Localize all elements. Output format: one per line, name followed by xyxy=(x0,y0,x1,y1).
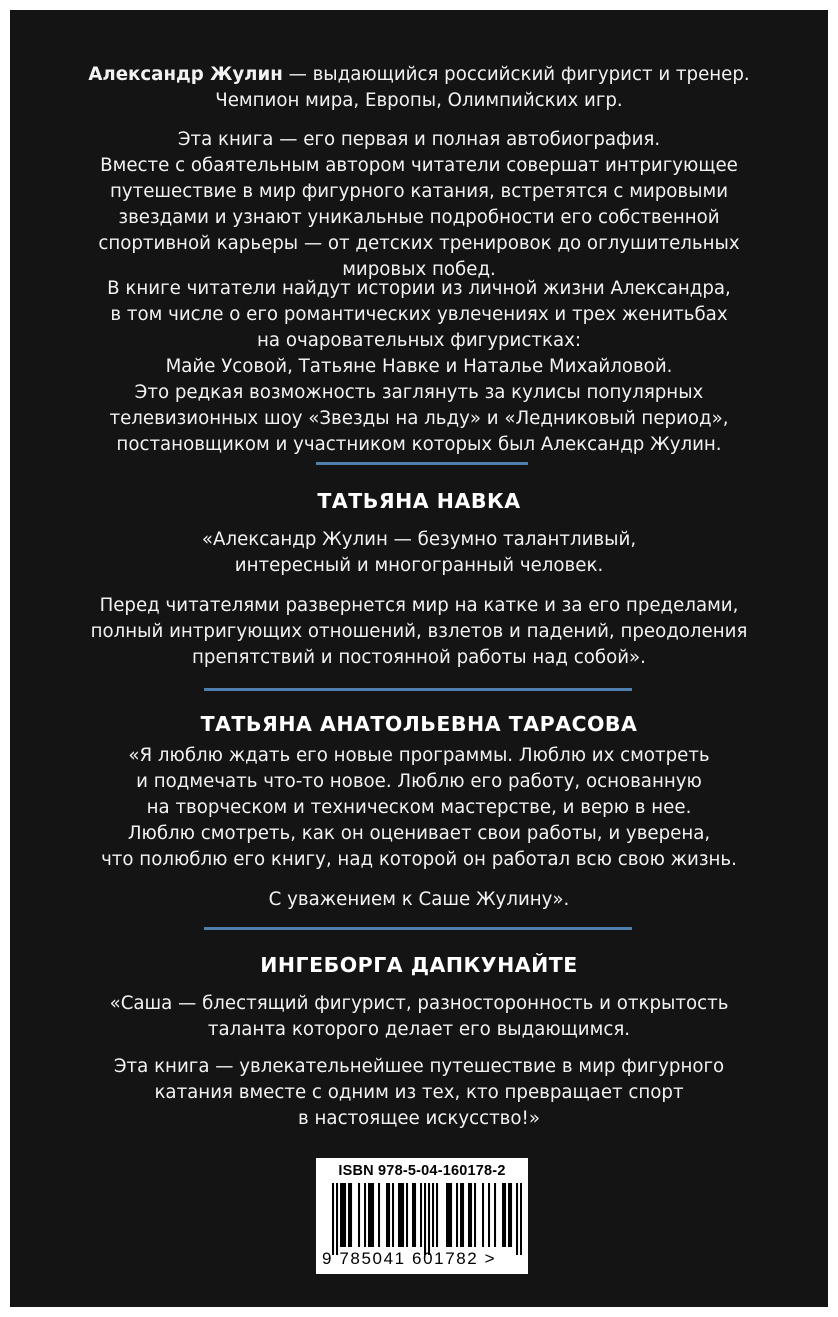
book-details xyxy=(10,276,828,458)
review-line: таланта которого делает его выдающимся. xyxy=(207,1019,631,1040)
details-line: В книге читатели найдут истории из личной жизни Александра, xyxy=(107,278,731,299)
description-line: Эта книга — его первая и полная автобиография. xyxy=(177,129,661,150)
reviewer-name: ТАТЬЯНА АНАТОЛЬЕВНА ТАРАСОВА xyxy=(200,712,638,736)
barcode-bar xyxy=(494,1183,496,1247)
review-line: и подмечать что-то новое. Люблю его работу, основанную xyxy=(136,771,702,792)
barcode-bar xyxy=(468,1183,470,1247)
section-divider xyxy=(204,688,632,691)
review-quote xyxy=(10,527,828,579)
barcode-bar xyxy=(336,1183,338,1255)
details-line: Это редкая возможность заглянуть за кулисы популярных xyxy=(134,382,704,403)
barcode-bar xyxy=(386,1183,388,1247)
section-divider xyxy=(204,927,632,930)
author-intro-line-1 xyxy=(10,62,828,88)
details-line: на очаровательных фигуристках: xyxy=(257,330,581,351)
barcode-bar xyxy=(428,1183,430,1255)
review-line: Эта книга — увлекательнейшее путешествие в мир фигурного xyxy=(113,1056,725,1077)
barcode-bar xyxy=(344,1183,346,1247)
author-intro-line-2: Чемпион мира, Европы, Олимпийских игр. xyxy=(215,90,623,111)
review-line: Люблю смотреть, как он оценивает свои работы, и уверена, xyxy=(127,823,711,844)
description-line: звездами и узнают уникальные подробности его собственной xyxy=(118,207,720,228)
review-quote xyxy=(10,593,828,671)
barcode-bar xyxy=(372,1183,374,1247)
barcode-bar xyxy=(378,1183,380,1247)
barcode-bar xyxy=(400,1183,402,1247)
review-line: в настоящее искусство!» xyxy=(298,1108,540,1129)
section-divider xyxy=(316,462,528,465)
book-description xyxy=(10,127,828,283)
description-line: мировых побед. xyxy=(342,259,496,280)
barcode-bar xyxy=(406,1183,408,1247)
barcode-bar xyxy=(482,1183,484,1247)
author-intro xyxy=(10,62,828,114)
isbn-label: ISBN 978-5-04-160178-2 xyxy=(338,1163,506,1179)
barcode-bars xyxy=(332,1183,522,1257)
barcode-bar xyxy=(460,1183,462,1247)
barcode-bar xyxy=(364,1183,366,1247)
review-quote xyxy=(10,743,828,873)
barcode-bar xyxy=(508,1183,510,1247)
review-line: Перед читателями развернется мир на катке и за его пределами, xyxy=(99,595,739,616)
ean-digits: 9 785041 601782 > xyxy=(322,1249,497,1268)
barcode-bar xyxy=(488,1183,490,1247)
review-line: «Саша — блестящий фигурист, разносторонность и открытость xyxy=(109,993,729,1014)
barcode-bar xyxy=(350,1183,352,1247)
barcode-bar xyxy=(388,1183,390,1247)
barcode-bar xyxy=(470,1183,472,1247)
barcode-bar xyxy=(502,1183,504,1247)
description-line: путешествие в мир фигурного катания, встретятся с мировыми xyxy=(109,181,729,202)
barcode-bar xyxy=(432,1183,434,1247)
author-name: Александр Жулин xyxy=(88,64,283,85)
barcode-bar xyxy=(504,1183,506,1247)
barcode-bar xyxy=(348,1183,350,1247)
description-line: Вместе с обаятельным автором читатели совершат интригующее xyxy=(100,155,738,176)
review-quote xyxy=(10,887,828,913)
barcode-bar xyxy=(420,1183,422,1247)
details-line: постановщиком и участником которых был Александр Жулин. xyxy=(116,434,722,455)
review-line: на творческом и техническом мастерстве, и верю в нее. xyxy=(146,797,692,818)
barcode-bar xyxy=(448,1183,450,1247)
review-line: что полюблю его книгу, над которой он работал всю свою жизнь. xyxy=(101,849,737,870)
review-line: С уважением к Саше Жулину». xyxy=(268,889,570,910)
review-line: препятствий и постоянной работы над собой». xyxy=(192,647,646,668)
review-line: полный интригующих отношений, взлетов и падений, преодоления xyxy=(90,621,748,642)
barcode-bar xyxy=(436,1183,438,1247)
barcode-bar xyxy=(450,1183,452,1247)
barcode-bar xyxy=(462,1183,464,1247)
barcode-bar xyxy=(446,1183,448,1247)
barcode-bar xyxy=(412,1183,414,1247)
barcode-bar xyxy=(370,1183,372,1247)
barcode-bar xyxy=(392,1183,394,1247)
details-line: телевизионных шоу «Звезды на льду» и «Ледниковый период», xyxy=(109,408,729,429)
isbn-barcode xyxy=(316,1158,528,1274)
details-line: Майе Усовой, Татьяне Навке и Наталье Михайловой. xyxy=(165,356,673,377)
review-line: «Я люблю ждать его новые программы. Люблю их смотреть xyxy=(128,745,710,766)
review-line: интересный и многогранный человек. xyxy=(234,555,604,576)
barcode-bar xyxy=(520,1183,522,1255)
details-line: в том числе о его романтических увлечениях и трех женитьбах xyxy=(110,304,728,325)
barcode-bar xyxy=(474,1183,476,1247)
barcode-bar xyxy=(368,1183,370,1247)
barcode-bar xyxy=(342,1183,344,1247)
barcode-bar xyxy=(340,1183,342,1247)
barcode-bar xyxy=(516,1183,518,1255)
barcode-bar xyxy=(424,1183,426,1255)
barcode-bar xyxy=(358,1183,360,1247)
reviewer-name: ТАТЬЯНА НАВКА xyxy=(317,489,521,513)
description-line: спортивной карьеры — от детских тренировок до оглушительных xyxy=(98,233,740,254)
barcode-bar xyxy=(332,1183,334,1255)
review-line: катания вместе с одним из тех, кто превращает спорт xyxy=(154,1082,684,1103)
author-intro-line-1-text: — выдающийся российский фигурист и тренер. xyxy=(282,64,750,85)
back-cover xyxy=(10,10,828,1307)
barcode-bar xyxy=(510,1183,512,1247)
barcode-bar xyxy=(398,1183,400,1247)
reviewer-name: ИНГЕБОРГА ДАПКУНАЙТЕ xyxy=(260,953,578,977)
barcode-bar xyxy=(402,1183,404,1247)
barcode-bar xyxy=(414,1183,416,1247)
review-quote xyxy=(10,1054,828,1132)
barcode-bar xyxy=(456,1183,458,1247)
review-line: «Александр Жулин — безумно талантливый, xyxy=(201,529,637,550)
review-quote xyxy=(10,991,828,1043)
